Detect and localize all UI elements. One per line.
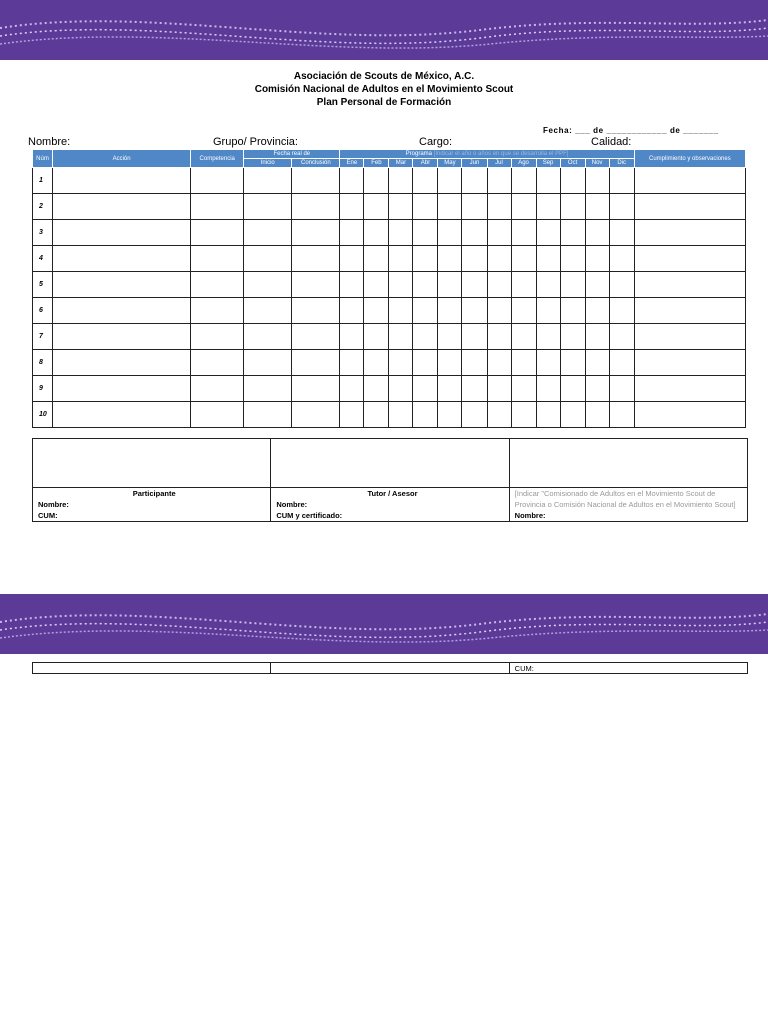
fecha-line: Fecha: ___ de ____________ de _______ (543, 126, 719, 135)
col-num: Núm (33, 150, 53, 168)
table-cell[interactable] (462, 298, 487, 324)
table-cell[interactable] (585, 246, 609, 272)
calidad-label: Calidad: (591, 136, 632, 148)
document-title: Plan Personal de Formación (316, 97, 452, 108)
table-cell[interactable] (511, 298, 536, 324)
signature-table (32, 438, 748, 522)
table-cell[interactable] (634, 168, 745, 194)
table-cell[interactable] (292, 194, 340, 220)
table-cell[interactable] (462, 402, 487, 428)
month-oct: Oct (560, 159, 585, 168)
table-cell[interactable] (462, 324, 487, 350)
table-row (33, 402, 746, 428)
table-cell[interactable] (609, 298, 634, 324)
table-cell[interactable] (438, 402, 462, 428)
table-cell[interactable] (53, 298, 191, 324)
month-ene: Ene (340, 159, 364, 168)
table-cell[interactable] (413, 298, 438, 324)
table-cell[interactable] (364, 298, 389, 324)
table-cell[interactable] (634, 350, 745, 376)
table-cell[interactable] (53, 376, 191, 402)
table-cell[interactable] (53, 194, 191, 220)
table-row (33, 246, 746, 272)
table-cell[interactable] (560, 376, 585, 402)
table-cell[interactable] (487, 350, 511, 376)
comisionado-nombre: Nombre: (514, 511, 546, 520)
table-cell[interactable] (609, 376, 634, 402)
footer-banner (0, 594, 768, 654)
table-cell[interactable] (536, 402, 560, 428)
table-cell[interactable] (364, 220, 389, 246)
table-cell[interactable] (364, 402, 389, 428)
table-cell[interactable] (560, 168, 585, 194)
table-cell[interactable] (487, 324, 511, 350)
table-cell[interactable] (585, 350, 609, 376)
table-cell[interactable] (438, 168, 462, 194)
table-cell[interactable] (462, 376, 487, 402)
table-cell[interactable] (511, 402, 536, 428)
table-cell[interactable] (191, 220, 244, 246)
header-banner (0, 0, 768, 60)
table-cell[interactable] (292, 376, 340, 402)
table-cell[interactable] (244, 376, 292, 402)
table-cell[interactable] (609, 220, 634, 246)
comisionado-signature-area[interactable] (509, 439, 747, 488)
table-cell[interactable] (511, 220, 536, 246)
tutor-cum: CUM y certificado: (276, 511, 343, 520)
table-cell[interactable] (536, 194, 560, 220)
table-cell[interactable] (364, 324, 389, 350)
table-cell[interactable] (53, 272, 191, 298)
table-cell[interactable] (53, 168, 191, 194)
participante-nombre: Nombre: (38, 500, 69, 509)
month-nov: Nov (585, 159, 609, 168)
table-cell[interactable] (364, 246, 389, 272)
table-cell[interactable] (364, 194, 389, 220)
table-cell[interactable] (244, 220, 292, 246)
table-cell[interactable] (244, 194, 292, 220)
month-jun: Jun (462, 159, 487, 168)
nombre-label: Nombre: (28, 136, 71, 148)
table-cell[interactable] (244, 246, 292, 272)
table-cell[interactable] (244, 324, 292, 350)
table-cell[interactable] (536, 324, 560, 350)
table-cell[interactable] (511, 168, 536, 194)
table-row (33, 220, 746, 246)
row-number: 3 (33, 220, 53, 246)
table-cell[interactable] (536, 376, 560, 402)
table-cell[interactable] (438, 272, 462, 298)
table-cell[interactable] (634, 220, 745, 246)
table-cell[interactable] (560, 324, 585, 350)
table-cell[interactable] (585, 376, 609, 402)
table-cell[interactable] (536, 272, 560, 298)
table-cell[interactable] (462, 246, 487, 272)
table-cell[interactable] (536, 246, 560, 272)
table-cell[interactable] (511, 246, 536, 272)
row-number: 1 (33, 168, 53, 194)
col-accion: Acción (53, 150, 191, 168)
document-header (0, 70, 768, 109)
row-number: 6 (33, 298, 53, 324)
month-mar: Mar (389, 159, 413, 168)
table-cell[interactable] (585, 402, 609, 428)
table-cell[interactable] (585, 220, 609, 246)
table-cell[interactable] (340, 298, 364, 324)
table-cell[interactable] (364, 350, 389, 376)
table-cell[interactable] (511, 324, 536, 350)
table-cell[interactable] (609, 272, 634, 298)
table-cell[interactable] (487, 246, 511, 272)
comisionado-hint: [Indicar "Comisionado de Adultos en el Movimiento Scout de Provincia o Comisión Nacional de Adultos en el Movimiento Scout] (514, 489, 736, 509)
plan-table (32, 149, 746, 428)
participante-signature-area[interactable] (33, 439, 271, 488)
table-cell[interactable] (191, 168, 244, 194)
table-cell[interactable] (413, 402, 438, 428)
table-cell[interactable] (340, 246, 364, 272)
row-number: 4 (33, 246, 53, 272)
table-row (33, 194, 746, 220)
month-jul: Jul (487, 159, 511, 168)
row-number: 5 (33, 272, 53, 298)
table-cell[interactable] (634, 376, 745, 402)
table-cell[interactable] (462, 168, 487, 194)
table-cell[interactable] (191, 246, 244, 272)
org-name: Asociación de Scouts de México, A.C. (293, 71, 475, 82)
programa-label: Programa (405, 151, 432, 157)
table-cell[interactable] (340, 272, 364, 298)
table-cell[interactable] (389, 168, 413, 194)
row-number: 9 (33, 376, 53, 402)
table-cell[interactable] (438, 246, 462, 272)
programa-hint: [Indicar el año o años en que se desarrolla el PPF] (433, 151, 569, 157)
table-cell[interactable] (340, 220, 364, 246)
table-cell[interactable] (487, 194, 511, 220)
table-cell[interactable] (487, 168, 511, 194)
table-cell[interactable] (389, 350, 413, 376)
table-cell[interactable] (413, 246, 438, 272)
table-cell[interactable] (487, 376, 511, 402)
table-cell[interactable] (560, 220, 585, 246)
table-cell[interactable] (609, 402, 634, 428)
month-feb: Feb (364, 159, 389, 168)
table-row (33, 376, 746, 402)
table-cell[interactable] (560, 350, 585, 376)
table-cell[interactable] (244, 402, 292, 428)
table-cell[interactable] (609, 168, 634, 194)
continuation-cell-1 (33, 663, 271, 674)
table-cell[interactable] (53, 246, 191, 272)
table-cell[interactable] (634, 298, 745, 324)
table-cell[interactable] (191, 298, 244, 324)
table-cell[interactable] (413, 220, 438, 246)
table-cell[interactable] (536, 350, 560, 376)
commission-name: Comisión Nacional de Adultos en el Movimiento Scout (254, 84, 514, 95)
table-cell[interactable] (389, 324, 413, 350)
table-cell[interactable] (511, 376, 536, 402)
tutor-nombre: Nombre: (276, 500, 308, 509)
table-cell[interactable] (536, 298, 560, 324)
table-cell[interactable] (462, 194, 487, 220)
table-cell[interactable] (585, 272, 609, 298)
col-programa (340, 150, 634, 159)
table-cell[interactable] (413, 272, 438, 298)
continuation-cum: CUM: (509, 663, 747, 674)
table-cell[interactable] (585, 298, 609, 324)
table-cell[interactable] (536, 168, 560, 194)
table-cell[interactable] (462, 350, 487, 376)
table-cell[interactable] (560, 298, 585, 324)
table-cell[interactable] (585, 168, 609, 194)
row-number: 8 (33, 350, 53, 376)
table-row (33, 350, 746, 376)
col-inicio: Inicio (244, 159, 292, 168)
table-cell[interactable] (609, 246, 634, 272)
table-cell[interactable] (487, 272, 511, 298)
table-row (33, 324, 746, 350)
col-competencia: Competencia (191, 150, 244, 168)
cargo-label: Cargo: (419, 136, 453, 148)
table-cell[interactable] (244, 350, 292, 376)
row-number: 2 (33, 194, 53, 220)
table-cell[interactable] (292, 220, 340, 246)
table-cell[interactable] (244, 168, 292, 194)
row-number: 7 (33, 324, 53, 350)
table-row (33, 168, 746, 194)
tutor-title: Tutor / Asesor (367, 489, 418, 498)
month-may: May (438, 159, 462, 168)
table-cell[interactable] (364, 272, 389, 298)
table-row (33, 272, 746, 298)
table-cell[interactable] (560, 272, 585, 298)
table-cell[interactable] (462, 272, 487, 298)
table-cell[interactable] (191, 194, 244, 220)
table-cell[interactable] (53, 350, 191, 376)
table-cell[interactable] (389, 272, 413, 298)
table-cell[interactable] (389, 376, 413, 402)
table-cell[interactable] (634, 324, 745, 350)
table-cell[interactable] (634, 402, 745, 428)
table-cell[interactable] (560, 402, 585, 428)
table-cell[interactable] (511, 194, 536, 220)
table-cell[interactable] (292, 350, 340, 376)
table-cell[interactable] (536, 220, 560, 246)
table-cell[interactable] (244, 272, 292, 298)
table-cell[interactable] (191, 272, 244, 298)
table-cell[interactable] (53, 220, 191, 246)
table-cell[interactable] (609, 324, 634, 350)
table-cell[interactable] (340, 350, 364, 376)
grupo-provincia-label: Grupo/ Provincia: (213, 136, 298, 148)
table-cell[interactable] (191, 350, 244, 376)
table-cell[interactable] (292, 298, 340, 324)
table-cell[interactable] (487, 402, 511, 428)
table-cell[interactable] (340, 376, 364, 402)
table-cell[interactable] (634, 246, 745, 272)
table-cell[interactable] (389, 298, 413, 324)
table-cell[interactable] (438, 298, 462, 324)
table-cell[interactable] (487, 220, 511, 246)
table-cell[interactable] (609, 194, 634, 220)
table-cell[interactable] (340, 168, 364, 194)
table-cell[interactable] (244, 298, 292, 324)
table-cell[interactable] (438, 324, 462, 350)
table-cell[interactable] (438, 350, 462, 376)
participante-title: Participante (132, 489, 176, 498)
table-cell[interactable] (585, 324, 609, 350)
table-cell[interactable] (389, 194, 413, 220)
table-cell[interactable] (389, 402, 413, 428)
table-cell[interactable] (389, 246, 413, 272)
col-fecha-real: Fecha real de (244, 150, 340, 159)
table-cell[interactable] (462, 220, 487, 246)
table-cell[interactable] (511, 350, 536, 376)
col-cumplimiento: Cumplimiento y observaciones (634, 150, 745, 168)
continuation-table (32, 662, 748, 674)
comisionado-block (509, 488, 747, 522)
table-cell[interactable] (53, 402, 191, 428)
row-number: 10 (33, 402, 53, 428)
table-cell[interactable] (413, 350, 438, 376)
table-cell[interactable] (511, 272, 536, 298)
month-dic: Dic (609, 159, 634, 168)
tutor-block (271, 488, 509, 522)
table-cell[interactable] (487, 298, 511, 324)
continuation-cell-2 (271, 663, 509, 674)
table-cell[interactable] (191, 376, 244, 402)
table-cell[interactable] (438, 220, 462, 246)
table-cell[interactable] (340, 324, 364, 350)
month-sep: Sep (536, 159, 560, 168)
participante-cum: CUM: (38, 511, 58, 520)
table-cell[interactable] (634, 194, 745, 220)
table-cell[interactable] (191, 324, 244, 350)
table-cell[interactable] (340, 194, 364, 220)
table-cell[interactable] (560, 246, 585, 272)
table-cell[interactable] (413, 376, 438, 402)
table-cell[interactable] (438, 376, 462, 402)
table-cell[interactable] (191, 402, 244, 428)
table-cell[interactable] (413, 168, 438, 194)
participante-block (33, 488, 271, 522)
table-cell[interactable] (292, 324, 340, 350)
table-cell[interactable] (292, 272, 340, 298)
table-cell[interactable] (560, 194, 585, 220)
table-cell[interactable] (413, 324, 438, 350)
col-conclusion: Conclusión (292, 159, 340, 168)
table-cell[interactable] (413, 194, 438, 220)
table-cell[interactable] (609, 350, 634, 376)
table-cell[interactable] (53, 324, 191, 350)
table-cell[interactable] (340, 402, 364, 428)
table-cell[interactable] (585, 194, 609, 220)
table-cell[interactable] (292, 246, 340, 272)
month-ago: Ago (511, 159, 536, 168)
table-cell[interactable] (634, 272, 745, 298)
table-cell[interactable] (438, 194, 462, 220)
table-cell[interactable] (364, 168, 389, 194)
table-row (33, 298, 746, 324)
tutor-signature-area[interactable] (271, 439, 509, 488)
table-cell[interactable] (292, 168, 340, 194)
table-cell[interactable] (364, 376, 389, 402)
table-cell[interactable] (389, 220, 413, 246)
month-abr: Abr (413, 159, 438, 168)
table-cell[interactable] (292, 402, 340, 428)
